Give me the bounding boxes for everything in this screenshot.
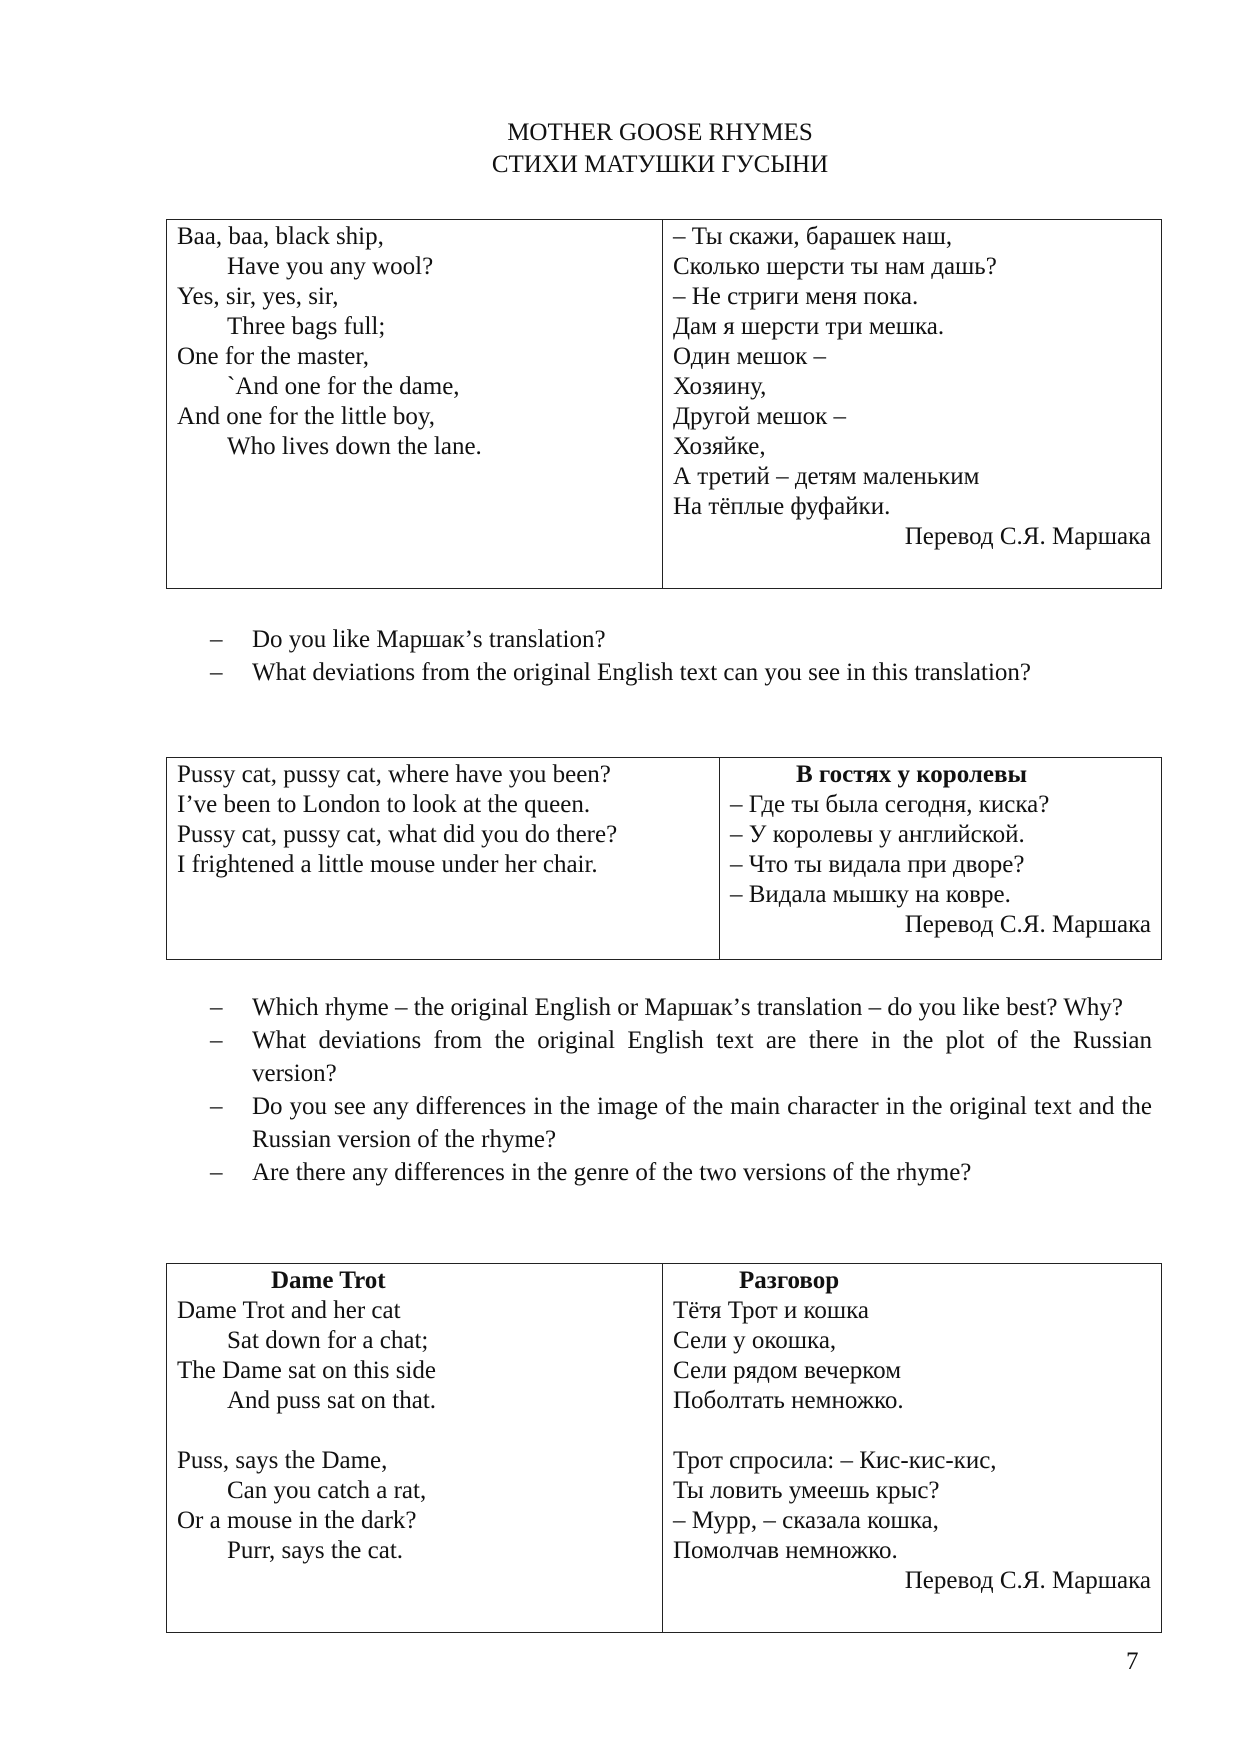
translation-credit: Перевод С.Я. Маршака (904, 911, 1151, 938)
poem-line: The Dame sat on this side (177, 1357, 436, 1384)
discussion-question (210, 656, 1152, 689)
dash-bullet: – (210, 626, 223, 653)
poem-line: I’ve been to London to look at the queen. (177, 791, 591, 818)
poem-line: Baa, baa, black ship, (177, 223, 384, 250)
poem-line: Who lives down the lane. (227, 433, 482, 460)
discussion-question (210, 1156, 1152, 1189)
question-list-2 (210, 991, 1152, 1189)
poem-line: – Что ты видала при дворе? (730, 851, 1025, 878)
question-text: What deviations from the original English text can you see in this translation? (252, 659, 1031, 686)
poem-heading: Dame Trot (271, 1267, 386, 1294)
dash-bullet: – (210, 1093, 223, 1120)
poem-line: Pussy cat, pussy cat, what did you do there? (177, 821, 618, 848)
english-original-cell (167, 758, 720, 960)
poem-line: Ты ловить умеешь крыс? (673, 1477, 940, 1504)
poem-line: Or a mouse in the dark? (177, 1507, 417, 1534)
page-number: 7 (1126, 1648, 1139, 1675)
russian-translation-cell (663, 1264, 1162, 1633)
stanza-break (673, 1416, 1151, 1446)
poem-line: Тётя Трот и кошка (673, 1297, 869, 1324)
poem-heading: В гостях у королевы (796, 761, 1028, 788)
poem-line: Pussy cat, pussy cat, where have you been? (177, 761, 611, 788)
poem-line: Сколько шерсти ты нам дашь? (673, 253, 997, 280)
poem-line: Сели у окошка, (673, 1327, 837, 1354)
page-title-english: MOTHER GOOSE RHYMES (507, 119, 813, 146)
poem-line: Поболтать немножко. (673, 1387, 904, 1414)
poem-line: На тёплые фуфайки. (673, 493, 891, 520)
question-text: Do you see any differences in the image of the main character in the original text and the Russian version of the rhyme? (252, 1093, 1152, 1153)
poem-line: Хозяйке, (673, 433, 766, 460)
poem-line: А третий – детям маленьким (673, 463, 980, 490)
poem-line: Трот спросила: – Кис-кис-кис, (673, 1447, 997, 1474)
poem-heading: Разговор (739, 1267, 840, 1294)
discussion-question (210, 1024, 1152, 1090)
poem-line: Have you any wool? (227, 253, 434, 280)
poem-line: And one for the little boy, (177, 403, 436, 430)
poem-line: – Где ты была сегодня, киска? (730, 791, 1050, 818)
question-text: Do you like Маршак’s translation? (252, 626, 606, 653)
poem-line: I frightened a little mouse under her chair. (177, 851, 598, 878)
poem-line: Дам я шерсти три мешка. (673, 313, 945, 340)
poem-line: Yes, sir, yes, sir, (177, 283, 339, 310)
russian-translation-cell (720, 758, 1162, 960)
poem-line: Хозяину, (673, 373, 767, 400)
question-text: Are there any differences in the genre of the two versions of the rhyme? (252, 1159, 972, 1186)
poem-line: – Видала мышку на ковре. (730, 881, 1011, 908)
dash-bullet: – (210, 1159, 223, 1186)
english-original-cell (167, 1264, 663, 1633)
dash-bullet: – (210, 994, 223, 1021)
poem-line: – У королевы у английской. (730, 821, 1025, 848)
poem-line: And puss sat on that. (227, 1387, 437, 1414)
question-text: What deviations from the original English text are there in the plot of the Russian version? (252, 1027, 1152, 1087)
poem-line: Dame Trot and her cat (177, 1297, 401, 1324)
poem-line: `And one for the dame, (227, 373, 460, 400)
translation-credit: Перевод С.Я. Маршака (904, 523, 1151, 550)
poem-line: One for the master, (177, 343, 369, 370)
translation-credit: Перевод С.Я. Маршака (904, 1567, 1151, 1594)
poem-line: Другой мешок – (673, 403, 847, 430)
dash-bullet: – (210, 659, 223, 686)
poem-line: Сели рядом вечерком (673, 1357, 902, 1384)
rhyme-table-pussy-cat (166, 757, 1162, 960)
stanza-break (177, 1416, 652, 1446)
discussion-question (210, 623, 1152, 656)
poem-line: – Мурр, – сказала кошка, (673, 1507, 939, 1534)
poem-line: – Ты скажи, барашек наш, (673, 223, 953, 250)
russian-translation-cell (663, 220, 1162, 589)
poem-line: Three bags full; (227, 313, 386, 340)
poem-line: Can you catch a rat, (227, 1477, 427, 1504)
discussion-question (210, 1090, 1152, 1156)
discussion-question (210, 991, 1152, 1024)
poem-line: Sat down for a chat; (227, 1327, 429, 1354)
rhyme-table-baa-baa (166, 219, 1162, 589)
poem-line: Один мешок – (673, 343, 827, 370)
question-list-1 (210, 623, 1152, 689)
english-original-cell (167, 220, 663, 589)
dash-bullet: – (210, 1027, 223, 1054)
question-text: Which rhyme – the original English or Маршак’s translation – do you like best? Why? (252, 994, 1124, 1021)
poem-line: Purr, says the cat. (227, 1537, 404, 1564)
rhyme-table-dame-trot (166, 1263, 1162, 1633)
poem-line: Помолчав немножко. (673, 1537, 898, 1564)
poem-line: – Не стриги меня пока. (673, 283, 919, 310)
poem-line: Puss, says the Dame, (177, 1447, 388, 1474)
page-title-russian: СТИХИ МАТУШКИ ГУСЫНИ (491, 151, 829, 178)
